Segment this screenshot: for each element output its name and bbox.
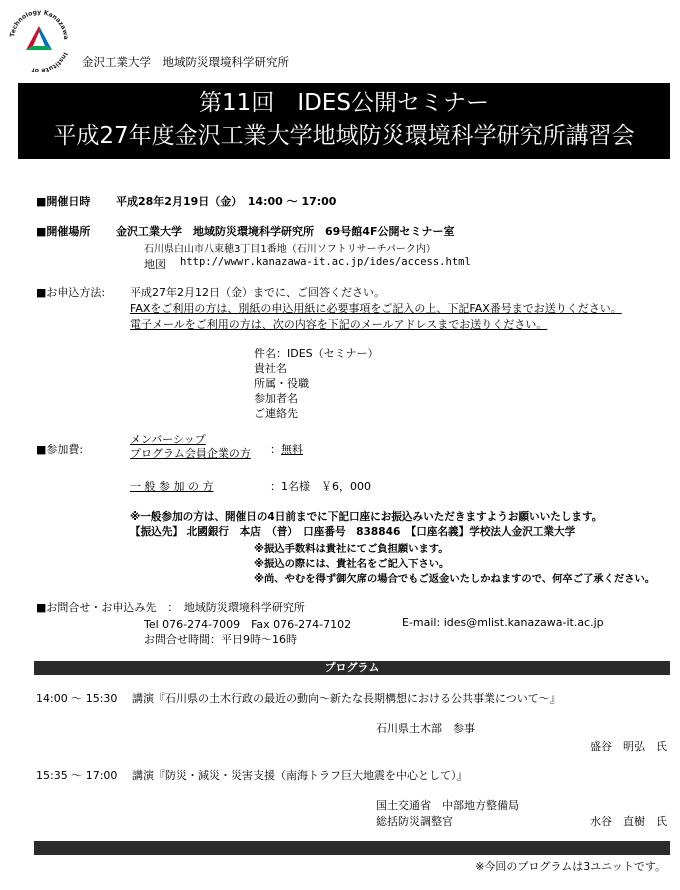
contact-label: ■お問合せ・お申込み先 ： 地域防災環境科学研究所 xyxy=(36,601,305,614)
member-fee-colon: ： xyxy=(270,443,281,456)
general-fee-label: 一 般 参 加 の 方 xyxy=(130,480,214,493)
fax-note: FAXをご利用の方は、別紙の申込用紙に必要事項をご記入の上、下記FAX番号までお送りください。 xyxy=(130,302,622,315)
fee-note-charge: ※振込手数料は貴社にてご負担願います。 xyxy=(254,543,449,555)
application-item: 参加者名 xyxy=(254,392,298,405)
application-item: ご連絡先 xyxy=(254,407,298,420)
email-note: 電子メールをご利用の方は、次の内容を下記のメールアドレスまでお送りください。 xyxy=(130,318,548,331)
application-deadline: 平成27年2月12日（金）までに、ご回答ください。 xyxy=(130,286,385,299)
member-type-line-2: プログラム会員企業の方 xyxy=(130,447,251,460)
org-name: 金沢工業大学 地域防災環境科学研究所 xyxy=(82,55,289,69)
application-item: 所属・役職 xyxy=(254,377,309,390)
program-footer-bar xyxy=(34,841,670,855)
application-label: ■お申込方法: xyxy=(36,286,106,299)
program-footnote: ※今回のプログラムは3ユニットです。 xyxy=(475,860,666,873)
session-speaker: 盛谷 明弘 氏 xyxy=(590,740,667,753)
fee-note-bank: 【振込先】 北國銀行 本店 （普） 口座番号 838846 【口座名義】学校法人金沢工業大学 xyxy=(130,526,576,538)
map-label: 地図 xyxy=(144,258,166,271)
member-fee xyxy=(270,441,303,457)
fee-label: ■参加費: xyxy=(36,443,84,456)
fee-note-refund: ※尚、やむを得ず御欠席の場合でもご返金いたしかねますので、何卒ご了承ください。 xyxy=(254,573,656,585)
session-time: 15:35 ～ 17:00 xyxy=(36,769,118,782)
member-type xyxy=(130,433,251,461)
session-affiliation: 石川県土木部 参事 xyxy=(376,722,475,735)
member-type-line-1: メンバーシップ xyxy=(130,433,206,446)
member-fee-value: 無料 xyxy=(281,443,303,456)
session-title: 講演『防災・減災・災害支援（南海トラフ巨大地震を中心として）』 xyxy=(132,769,468,782)
general-fee-value: ：1名様 ￥6，000 xyxy=(270,480,371,493)
application-items xyxy=(254,346,379,421)
session-time: 14:00 ～ 15:30 xyxy=(36,692,118,705)
title-banner xyxy=(18,83,670,159)
contact-email[interactable]: E-mail: ides@mlist.kanazawa-it.ac.jp xyxy=(402,616,604,629)
session-speaker: 水谷 直樹 氏 xyxy=(590,815,667,828)
fee-note-transfer: ※一般参加の方は、開催日の4日前までに下記口座にお振込みいただきますようお願いいたします。 xyxy=(130,511,603,523)
date-label: ■開催日時 xyxy=(36,195,91,208)
title-line-1: 第11回 IDES公開セミナー xyxy=(199,90,489,116)
application-item: 件名：IDES（セミナー） xyxy=(254,347,379,360)
session-affiliation: 国土交通省 中部地方整備局 xyxy=(376,799,519,812)
university-logo xyxy=(6,6,72,72)
venue-label: ■開催場所 xyxy=(36,225,91,238)
map-url-link[interactable]: http://wwwr.kanazawa-it.ac.jp/ides/access.html xyxy=(180,256,471,268)
date-value: 平成28年2月19日（金） 14:00 ～ 17:00 xyxy=(116,195,337,208)
contact-tel-fax: Tel 076-274-7009 Fax 076-274-7102 xyxy=(144,618,352,631)
svg-text:Technology Kanazawa: Technology Kanazawa xyxy=(9,8,70,40)
program-heading-bar xyxy=(34,661,670,675)
title-line-2: 平成27年度金沢工業大学地域防災環境科学研究所講習会 xyxy=(53,123,635,149)
contact-hours: お問合せ時間：平日9時～16時 xyxy=(144,633,297,646)
venue-address: 石川県白山市八束穂3丁目1番地（石川ソフトリサーチパーク内） xyxy=(144,244,436,255)
venue-value: 金沢工業大学 地域防災環境科学研究所 69号館4F公開セミナー室 xyxy=(116,225,455,238)
svg-text:Institute of: Institute of xyxy=(31,51,69,72)
fee-note-name: ※振込の際には、貴社名をご記入下さい。 xyxy=(254,558,450,570)
program-heading: プログラム xyxy=(324,661,380,674)
session-title: 講演『石川県の土木行政の最近の動向～新たな長期構想における公共事業について～』 xyxy=(132,692,561,705)
application-item: 貴社名 xyxy=(254,362,287,375)
session-affiliation-2: 総括防災調整官 xyxy=(376,815,453,828)
